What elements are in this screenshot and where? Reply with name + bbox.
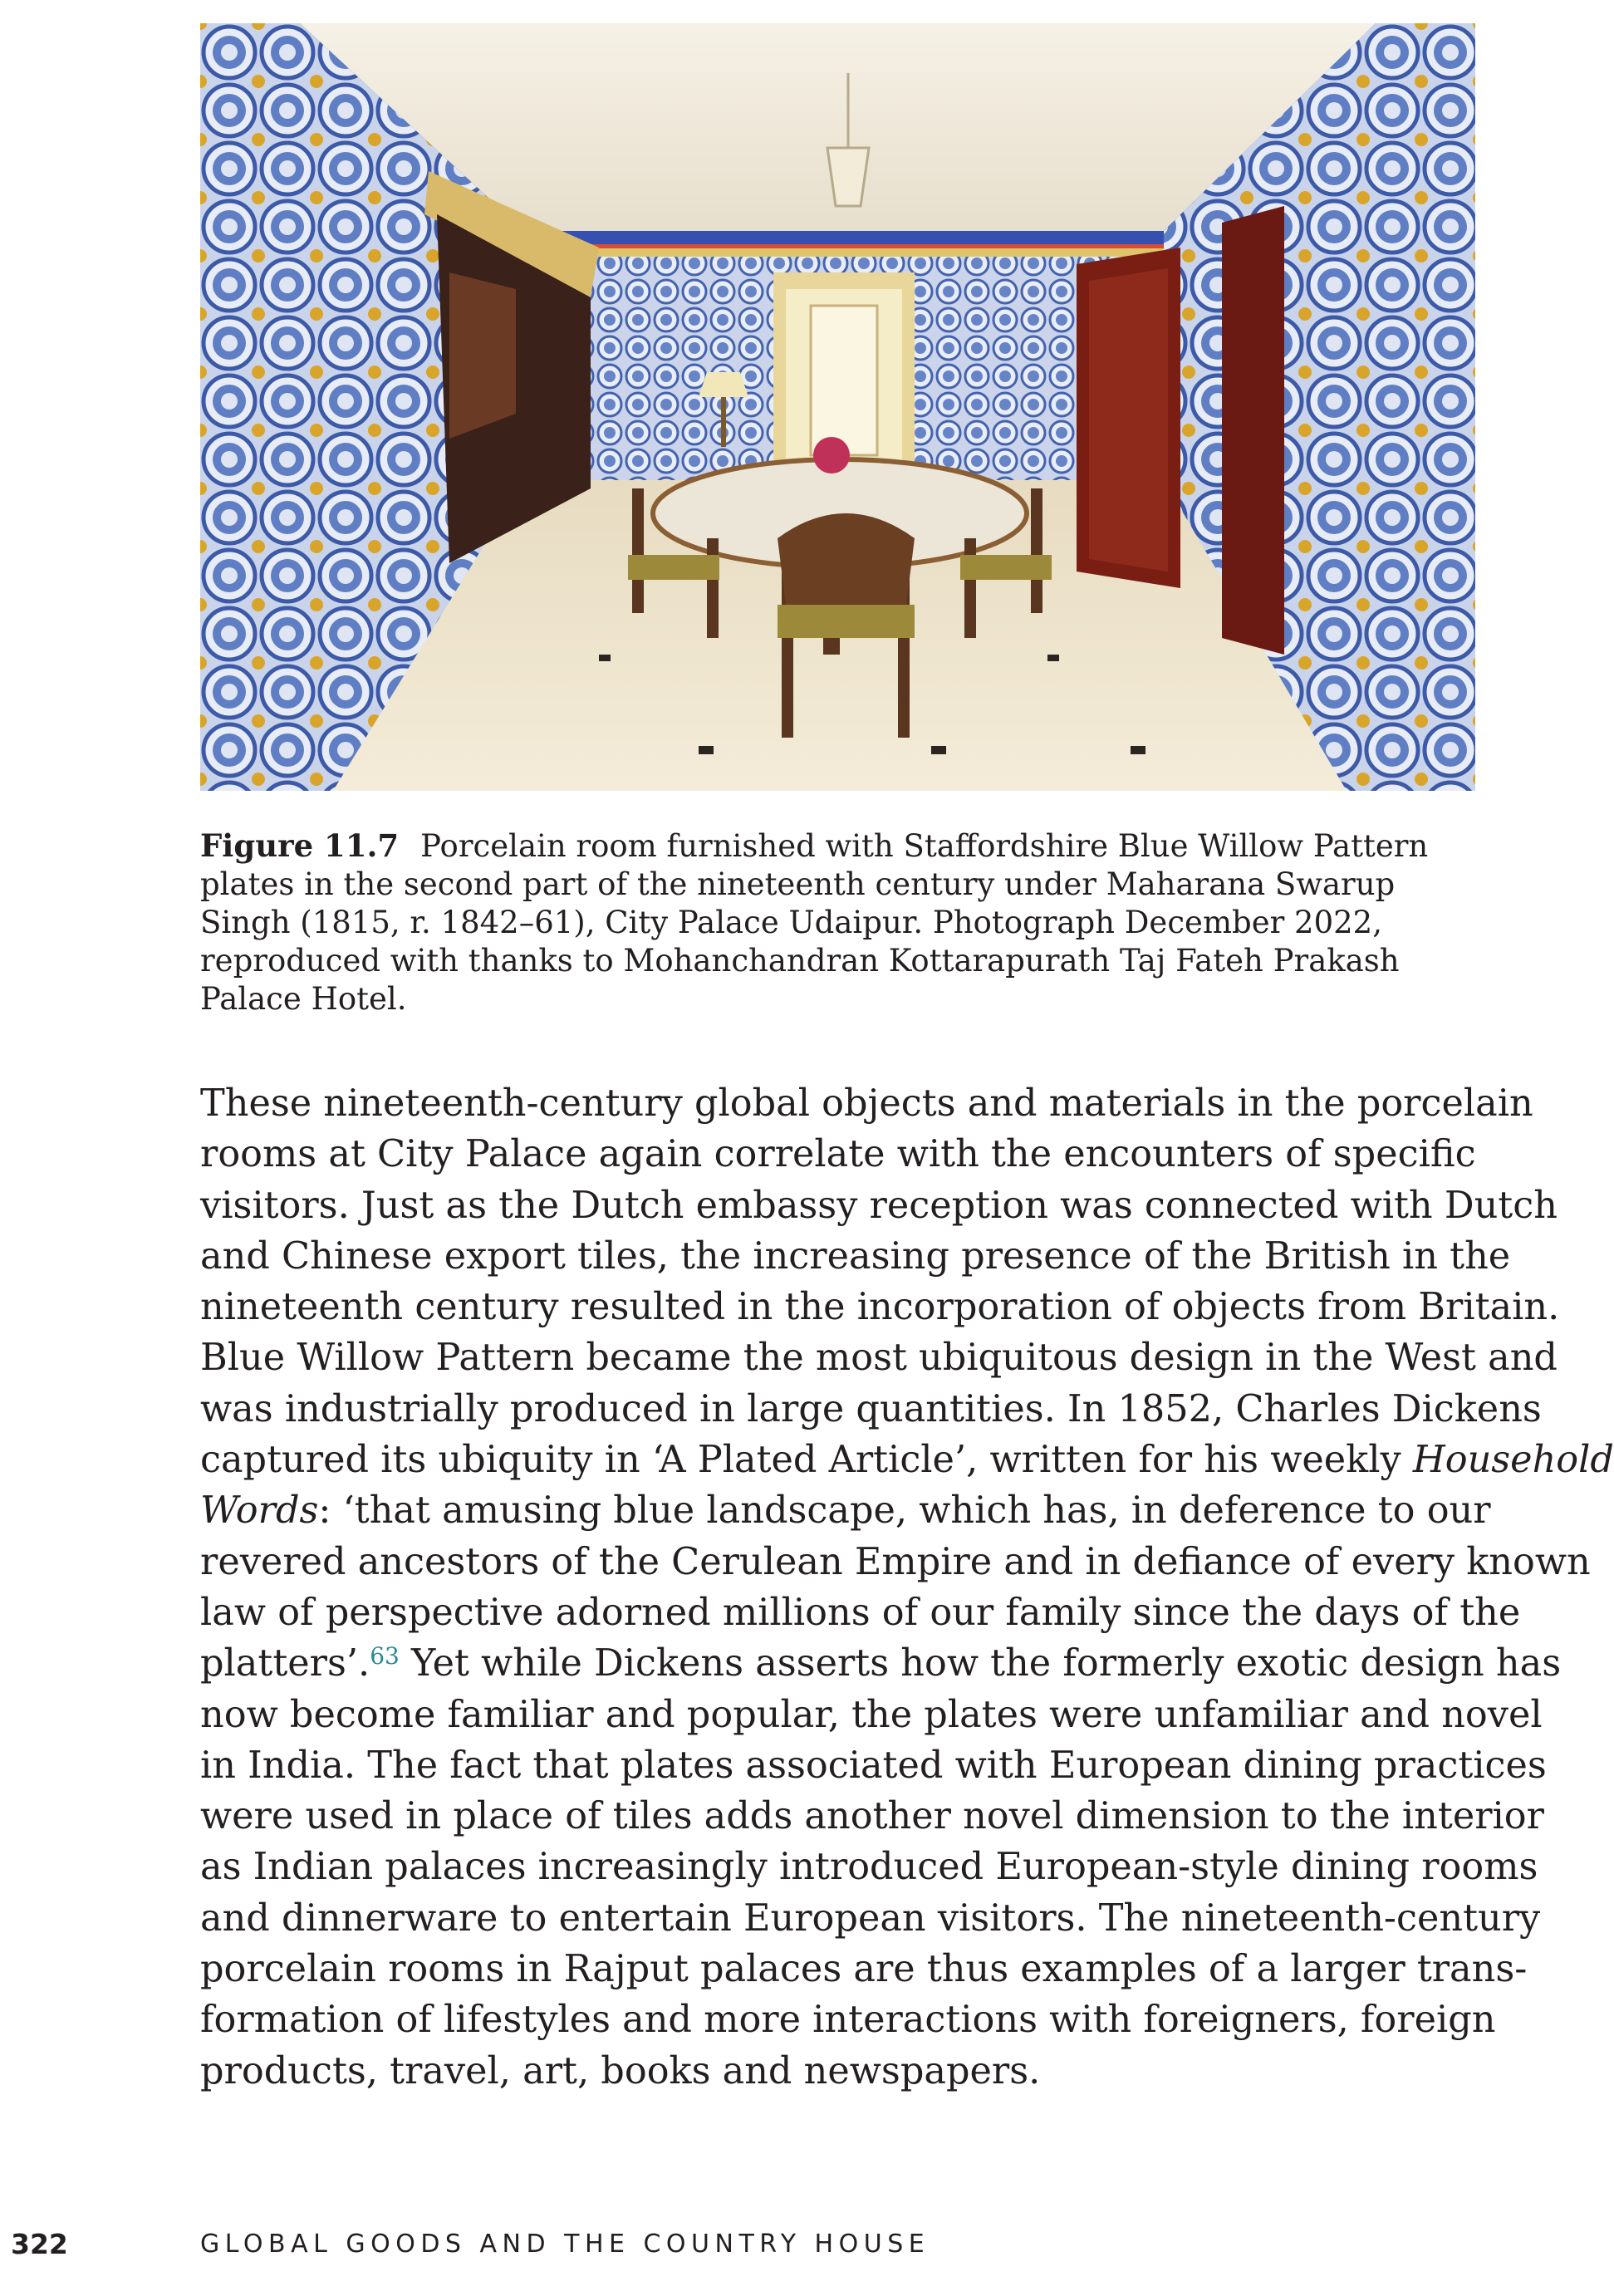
body-line: in India. The fact that plates associated with European dining practices (200, 1743, 1547, 1787)
body-line: now become familiar and popular, the plates were unfamiliar and novel (200, 1692, 1543, 1736)
body-line: porcelain rooms in Rajput palaces are thus examples of a larger trans- (200, 1947, 1528, 1991)
porcelain-room-photo (200, 23, 1475, 791)
body-line: products, travel, art, books and newspapers. (200, 2048, 1041, 2092)
figure-label: Figure 11.7 (200, 827, 400, 864)
body-line-text: : ‘that amusing blue landscape, which has, in deference to our (318, 1489, 1491, 1533)
body-line (200, 1638, 1562, 1689)
body-line: rooms at City Palace again correlate with the encounters of specific (200, 1132, 1476, 1176)
body-paragraph (200, 1078, 1614, 2097)
journal-title-italic: Household (1412, 1438, 1614, 1482)
figure-caption (200, 827, 1475, 1018)
body-line: and dinnerware to entertain European visitors. The nineteenth-century (200, 1896, 1541, 1940)
body-line-text: platters’. (200, 1641, 370, 1685)
body-line (200, 1485, 1491, 1536)
caption-line-4: reproduced with thanks to Mohanchandran Kottarapurath Taj Fateh Prakash (200, 943, 1400, 979)
body-line: nineteenth century resulted in the incorporation of objects from Britain. (200, 1285, 1560, 1329)
body-line: was industrially produced in large quantities. In 1852, Charles Dickens (200, 1386, 1542, 1430)
body-line: revered ancestors of the Cerulean Empire and in defiance of every known (200, 1539, 1591, 1583)
body-line: and Chinese export tiles, the increasing presence of the British in the (200, 1234, 1511, 1278)
caption-line-2: plates in the second part of the nineteenth century under Maharana Swarup (200, 866, 1396, 902)
caption-line-5: Palace Hotel. (200, 981, 407, 1017)
caption-text: Porcelain room furnished with Staffordshire Blue Willow Pattern (420, 828, 1429, 864)
body-line: as Indian palaces increasingly introduced European-style dining rooms (200, 1845, 1538, 1889)
caption-line-3: Singh (1815, r. 1842–61), City Palace Udaipur. Photograph December 2022, (200, 905, 1382, 940)
figure-photograph (200, 23, 1475, 791)
body-line: Blue Willow Pattern became the most ubiquitous design in the West and (200, 1336, 1558, 1380)
body-line-text: Yet while Dickens asserts how the formerly exotic design has (399, 1641, 1562, 1685)
footnote-reference-link[interactable]: 63 (370, 1642, 400, 1670)
caption-line-1 (200, 827, 1475, 866)
body-line: law of perspective adorned millions of our family since the days of the (200, 1590, 1521, 1634)
body-line: visitors. Just as the Dutch embassy reception was connected with Dutch (200, 1183, 1558, 1227)
body-line: formation of lifestyles and more interactions with foreigners, foreign (200, 1998, 1496, 2042)
body-line (200, 1435, 1614, 1485)
journal-title-italic: Words (200, 1489, 319, 1533)
page-footer (11, 2228, 1473, 2264)
page-number: 322 (11, 2228, 68, 2260)
body-line-text: captured its ubiquity in ‘A Plated Article’, written for his weekly (200, 1438, 1413, 1482)
body-line: These nineteenth-century global objects and materials in the porcelain (200, 1082, 1533, 1125)
running-head: GLOBAL GOODS AND THE COUNTRY HOUSE (200, 2230, 930, 2259)
body-line: were used in place of tiles adds another novel dimension to the interior (200, 1794, 1544, 1838)
